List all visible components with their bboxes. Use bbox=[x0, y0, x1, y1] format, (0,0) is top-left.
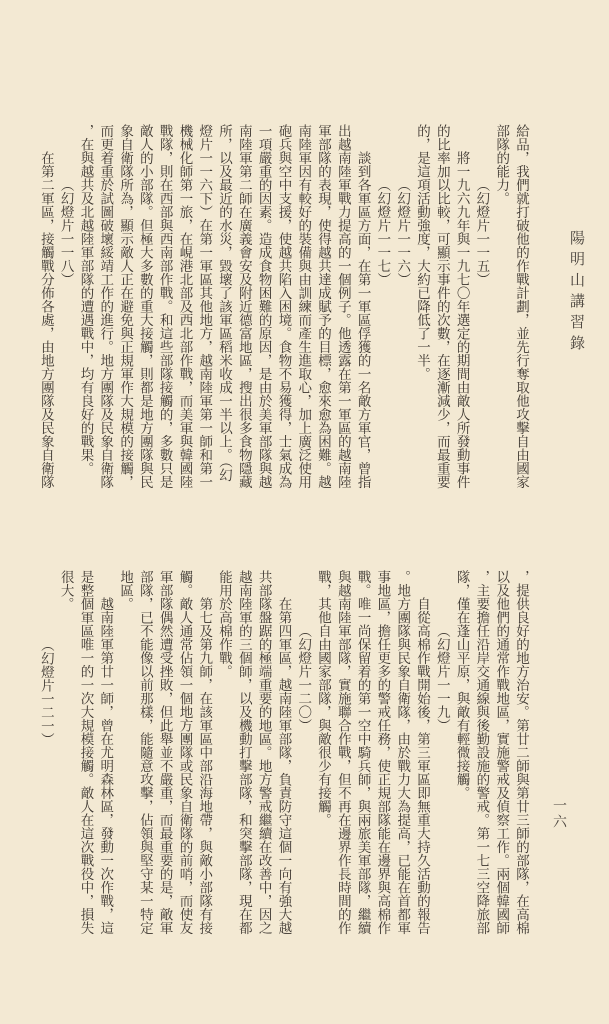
text-column: 而更着重於試圖破壞綏靖工作的進行。地方團隊及民象自衛隊 bbox=[97, 124, 114, 489]
slide-reference: （幻燈片一一五） bbox=[473, 178, 490, 286]
text-column: 所，以及最近的水災，毀壞了該軍區稻米收成一半以上。（幻 bbox=[216, 124, 233, 482]
text-column: 能用於高棉作戰。 bbox=[216, 570, 233, 678]
text-column: 燈片一一六下）在第一軍區其他地方，越南陸軍第一師和第一 bbox=[196, 124, 213, 489]
slide-reference: （幻燈片一一八） bbox=[57, 178, 74, 286]
text-column: 機械化師第一旅，在峴港北部及西北部作戰，而美軍與韓國陸 bbox=[176, 124, 193, 489]
text-column: 談到各軍區方面，在第一軍區俘獲的一名敵方軍官，曾指 bbox=[354, 151, 371, 489]
text-column: 在第四軍區，越南陸軍部隊，負責防守這個一向有強大越 bbox=[275, 597, 292, 935]
text-column: 地區。 bbox=[117, 570, 134, 611]
text-column: 以及他們的通常作戰地區，實施警戒及偵察工作。兩個韓國師 bbox=[493, 570, 510, 935]
slide-reference: （幻燈片一一七） bbox=[374, 178, 391, 286]
text-column: 部隊，已不能像以前那樣，能隨意攻擊，佔領與堅守某一特定 bbox=[136, 570, 153, 935]
text-column: 戰，其他自由國家部隊，與敵很少有接觸。 bbox=[315, 570, 332, 827]
text-column: 南陸軍第二師在廣義會安及附近德富地區，搜出很多食物隱藏 bbox=[235, 124, 252, 489]
text-column: 象自衛隊所為，顯示敵人正在避免與正規軍作大規模的接觸， bbox=[117, 124, 134, 489]
text-column: 很大。 bbox=[57, 570, 74, 611]
text-column: 在第二軍區，接觸戰分佈各處，由地方團隊及民象自衛隊 bbox=[37, 151, 54, 489]
text-column: 的比率加以比較，可顯示事件的次數，在逐漸減少，而最重要 bbox=[433, 124, 450, 489]
text-column: 越南陸軍的三個師，以及機動打擊部隊，和突擊部隊，現在都 bbox=[235, 570, 252, 935]
text-column: 越南陸軍第廿一師，曾在尤明森林區，發動一次作戰，這 bbox=[97, 597, 114, 935]
text-column: 砲兵與空中支援，使越共陷入困境。食物不易獲得，士氣成為 bbox=[275, 124, 292, 489]
slide-reference: （幻燈片一二一） bbox=[37, 637, 54, 746]
slide-reference: （幻燈片一一九） bbox=[433, 624, 450, 732]
slide-reference: （幻燈片一二〇） bbox=[295, 624, 312, 732]
text-column: 南陸軍因有較好的裝備與由訓練而產生進取心，加上廣泛使用 bbox=[295, 124, 312, 489]
text-column: 自從高棉作戰開始後，第三軍區即無重大持久活動的報告 bbox=[414, 597, 431, 935]
text-column: ，主要擔任沿岸交通線與後勤設施的警戒。第一七三空降旅部 bbox=[473, 570, 490, 935]
text-column: 出越南陸軍戰力提高的一個例子。他透露在第一軍區的越南陸 bbox=[334, 124, 351, 489]
text-column: 觸。敵人通常佔領一個地方團隊或民象自衛隊的前哨，而使友 bbox=[176, 570, 193, 935]
text-column: 隊，僅在蓬山平原，與敵有輕微接觸。 bbox=[453, 570, 470, 800]
text-column: 敵人的小部隊。但極大多數的重大接觸，則都是地方團隊與民 bbox=[136, 124, 153, 489]
lower-text-block bbox=[30, 570, 530, 990]
text-column: 是整個軍區唯一的一次大規模接觸。敵人在這次戰役中，損失 bbox=[77, 570, 94, 935]
page-number: 一六 bbox=[551, 798, 567, 830]
text-column: 事地區，擔任更多的警戒任務，使正規部隊能在邊界與高棉作 bbox=[374, 570, 391, 935]
text-column: 戰。唯一尚保留着的第一空中騎兵師，與兩旅美軍部隊，繼續 bbox=[354, 570, 371, 935]
upper-text-block bbox=[30, 124, 530, 524]
text-column: 。地方團隊與民象自衛隊，由於戰力大為提高，已能在首都軍 bbox=[394, 570, 411, 935]
text-column: 軍部隊的表現，使得越共達成賦予的目標，愈來愈為困難。越 bbox=[315, 124, 332, 489]
text-column: 共部隊盤踞的極端重要的地區。地方警戒繼續在改善中，因之 bbox=[255, 570, 272, 935]
running-header-title: 陽明山講習錄 bbox=[568, 230, 586, 356]
text-column: 與越南陸軍部隊，實施聯合作戰，但不再在邊界作長時間的作 bbox=[334, 570, 351, 935]
text-column: 戰隊，則在西部與西南部作戰。和這些部隊接觸的，多數只是 bbox=[156, 124, 173, 489]
text-column: 一項嚴重的因素。造成食物困難的原因，是由於美軍部隊與越 bbox=[255, 124, 272, 489]
text-column: 的，是這項活動強度，大約已降低了一半。 bbox=[414, 124, 431, 381]
slide-reference: （幻燈片一一六） bbox=[394, 178, 411, 286]
text-column: ，在與越共及北越陸軍部隊的遭遇戰中，均有良好的戰果。 bbox=[77, 124, 94, 475]
text-column: ，提供良好的地方治安。第廿二師與第廿三師的部隊，在高棉 bbox=[513, 570, 529, 935]
text-column: 將一九六九年與一九七〇年選定的期間由敵人所發動事件 bbox=[453, 151, 470, 489]
text-column: 部隊的能力。 bbox=[493, 124, 510, 205]
text-column: 軍部隊偶然遭受挫敗，但此舉並不嚴重，而最重要的是，敵軍 bbox=[156, 570, 173, 935]
text-column: 第七及第九師，在該軍區中部沿海地帶，與敵小部隊有接 bbox=[196, 597, 213, 935]
text-column: 給品，我們就打破他的作戰計劃，並先行奪取他攻擊自由國家 bbox=[513, 124, 529, 489]
